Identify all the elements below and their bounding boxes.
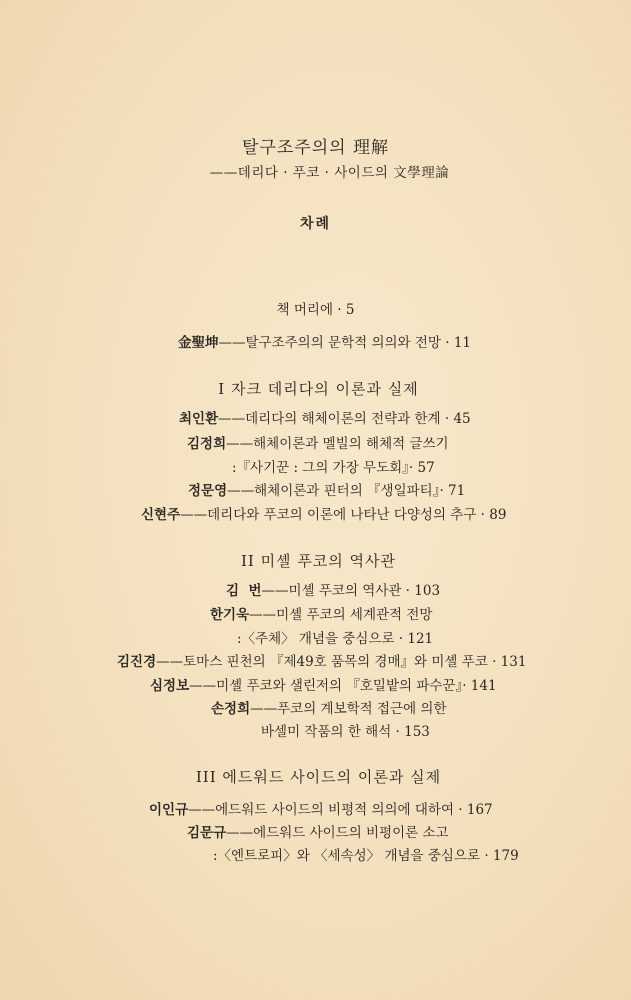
entry-author: 김문규 — [187, 825, 227, 841]
entry-author: 신현주 — [141, 507, 181, 523]
toc-entry-continuation — [237, 629, 433, 649]
book-title: 탈구조주의의 理解 — [242, 138, 389, 158]
entry-title: ——미셸 푸코와 샐린저의 『호밀밭의 파수꾼』· 141 — [189, 678, 497, 694]
toc-entry-continuation — [213, 846, 519, 866]
entry-title: ——해체이론과 핀터의 『생일파티』· 71 — [227, 483, 466, 499]
toc-entry — [211, 699, 447, 719]
toc-entry — [210, 605, 432, 625]
entry-title: ——토마스 핀천의 『제49호 품목의 경매』와 미셸 푸코 · 131 — [156, 654, 527, 670]
section-heading-foucault: II 미셸 푸코의 역사관 — [240, 552, 397, 570]
entry-title: ——미셸 푸코의 역사관 · 103 — [261, 583, 441, 599]
entry-title: 바셀미 작품의 한 해석 · 153 — [261, 724, 430, 740]
entry-author: 심정보 — [150, 678, 190, 694]
entry-author: 金聖坤 — [178, 335, 219, 351]
entry-title: ——미셸 푸코의 세계관적 전망 — [249, 607, 433, 623]
entry-title: ——탈구조주의의 문학적 의의와 전망 · 11 — [218, 335, 471, 351]
entry-title: ——데리다의 해체이론의 전략과 한계 · 45 — [218, 411, 471, 427]
section-heading-said: III 에드워드 사이드의 이론과 실제 — [195, 768, 442, 786]
toc-entry-intro — [178, 333, 471, 353]
entry-author: 김정희 — [187, 436, 227, 452]
entry-title: ——푸코의 계보학적 접근에 의한 — [250, 701, 447, 717]
entry-title: :〈주체〉 개념을 중심으로 · 121 — [237, 631, 434, 647]
entry-author: 김 번 — [226, 583, 262, 599]
section-heading-derrida: I 자크 데리다의 이론과 실제 — [218, 380, 419, 398]
entry-author: 이인규 — [149, 802, 189, 818]
toc-entry — [141, 505, 506, 525]
entry-title: :『사기꾼 : 그의 가장 무도회』· 57 — [232, 460, 435, 476]
toc-heading: 차례 — [299, 216, 332, 232]
toc-entry — [187, 434, 449, 454]
entry-author: 손정희 — [211, 701, 251, 717]
entry-title: ——에드워드 사이드의 비평적 의의에 대하여 · 167 — [188, 802, 493, 818]
toc-entry-preface: 책 머리에 · 5 — [276, 302, 355, 318]
entry-title: ——해체이론과 멜빌의 해체적 글쓰기 — [226, 436, 449, 452]
toc-entry-continuation — [232, 458, 435, 478]
toc-entry-continuation — [261, 722, 430, 742]
entry-author: 김진경 — [117, 654, 157, 670]
toc-entry — [187, 823, 449, 843]
entry-title: ——에드워드 사이드의 비평이론 소고 — [226, 825, 449, 841]
entry-title: ——데리다와 푸코의 이론에 나타난 다양성의 추구 · 89 — [180, 507, 507, 523]
entry-author: 정문영 — [188, 483, 228, 499]
toc-entry — [149, 800, 493, 820]
book-subtitle: ——데리다 · 푸코 · 사이드의 文學理論 — [209, 165, 450, 181]
toc-entry — [226, 581, 440, 601]
entry-title: :〈엔트로피〉와 〈세속성〉 개념을 중심으로 · 179 — [213, 848, 519, 864]
entry-author: 최인환 — [179, 411, 219, 427]
toc-entry — [179, 409, 471, 429]
toc-entry — [188, 481, 465, 501]
toc-entry — [117, 652, 526, 672]
entry-author: 한기욱 — [210, 607, 250, 623]
toc-entry — [150, 676, 497, 696]
